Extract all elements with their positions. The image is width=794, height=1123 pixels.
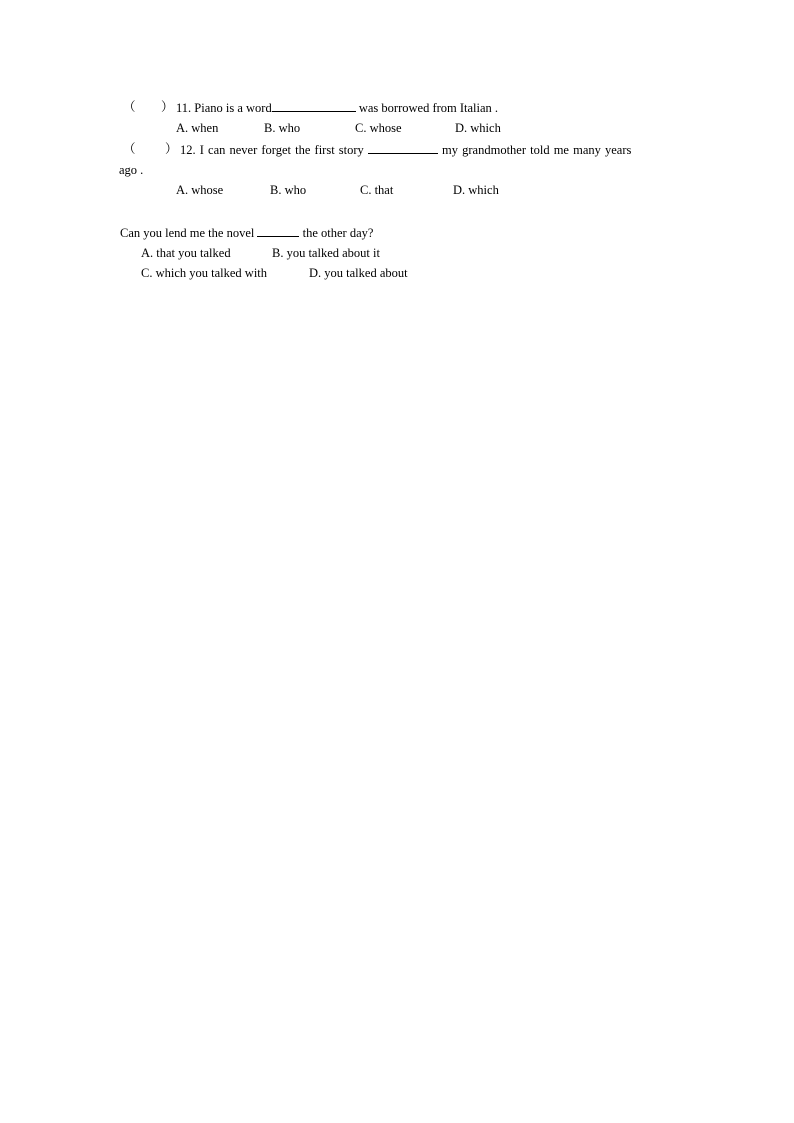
- answer-paren-close: ）: [165, 142, 178, 156]
- option-a: A. when: [176, 121, 219, 135]
- answer-paren-open: （: [123, 142, 136, 156]
- option-c: C. that: [360, 183, 394, 197]
- answer-paren-open: （: [123, 100, 136, 114]
- question-text-before: I can never forget the first story: [199, 143, 364, 157]
- question-12-continuation: ago .: [119, 163, 144, 177]
- option-a: A. that you talked: [141, 246, 231, 260]
- answer-blank: [272, 99, 356, 112]
- question-11-stem: [176, 99, 498, 116]
- answer-blank: [368, 141, 438, 154]
- answer-blank: [257, 224, 299, 237]
- option-d: D. you talked about: [309, 266, 408, 280]
- question-text-before: Can you lend me the novel: [120, 226, 255, 240]
- question-text-after: my grandmother told me many years: [442, 143, 632, 157]
- option-c: C. whose: [355, 121, 402, 135]
- option-b: B. who: [270, 183, 307, 197]
- question-text-before: Piano is a word: [194, 101, 272, 115]
- question-text-after: was borrowed from Italian .: [358, 101, 499, 115]
- option-d: D. which: [453, 183, 499, 197]
- question-number: 12.: [180, 143, 196, 157]
- question-text-after: the other day?: [302, 226, 374, 240]
- option-d: D. which: [455, 121, 501, 135]
- question-number: 11.: [176, 101, 192, 115]
- question-12-stem: [180, 141, 631, 158]
- option-c: C. which you talked with: [141, 266, 268, 280]
- answer-paren-close: ）: [161, 100, 174, 114]
- option-b: B. who: [264, 121, 301, 135]
- option-b: B. you talked about it: [272, 246, 380, 260]
- option-a: A. whose: [176, 183, 224, 197]
- question-13-stem: [120, 224, 373, 241]
